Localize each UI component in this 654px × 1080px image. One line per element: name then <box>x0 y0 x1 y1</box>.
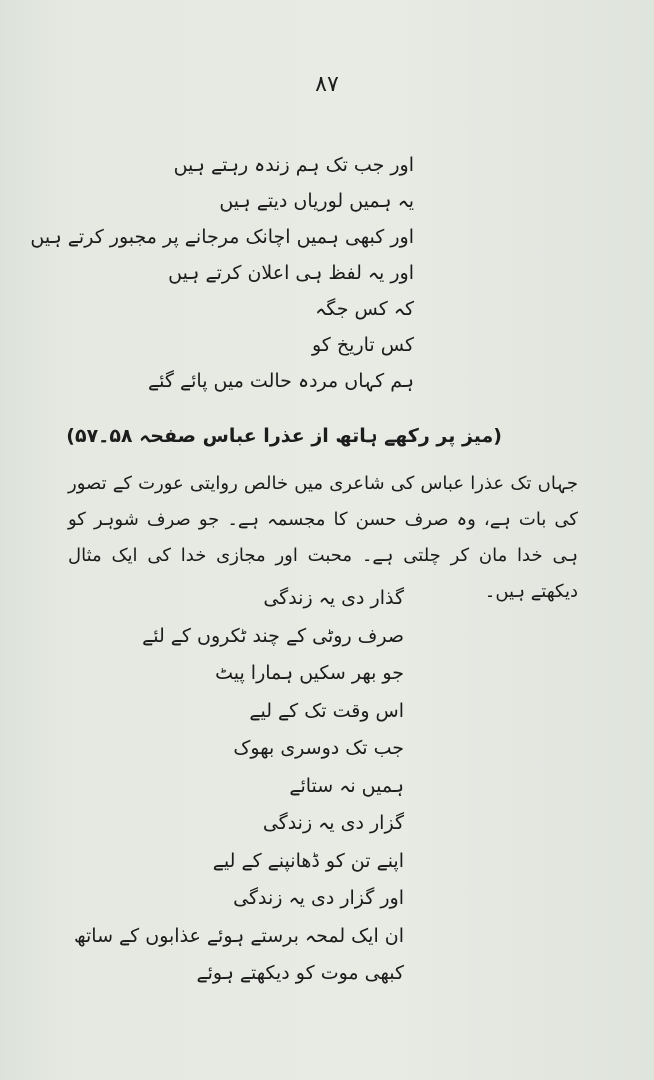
poem-line: صرف روٹی کے چند ٹکروں کے لئے <box>142 624 404 647</box>
poem-line: گذار دی یہ زندگی <box>263 587 404 609</box>
poem-line: ہمیں نہ ستائے <box>289 774 404 797</box>
poem-line: اس وقت تک کے لیے <box>249 699 404 722</box>
poem-line: اپنے تن کو ڈھانپنے کے لیے <box>212 849 404 872</box>
poem-line: اور جب تک ہم زندہ رہتے ہیں <box>173 154 414 176</box>
poem-line: ان ایک لمحہ برستے ہوئے عذابوں کے ساتھ <box>73 924 404 947</box>
poem-line: جو بھر سکیں ہمارا پیٹ <box>215 662 404 684</box>
poem-line: ہم کہاں مردہ حالت میں پائے گئے <box>148 370 414 392</box>
poem-line: کہ کس جگہ <box>315 298 414 320</box>
page-number: ۸۷ <box>315 72 339 97</box>
poem-stanza-2 <box>74 580 404 993</box>
poem-line: اور کبھی ہمیں اچانک مرجانے پر مجبور کرتے ہیں <box>30 226 414 248</box>
poem-line: اور گزار دی یہ زندگی <box>233 887 404 909</box>
poem-line: یہ ہمیں لوریاں دیتے ہیں <box>219 190 414 212</box>
poem-line: جب تک دوسری بھوک <box>233 737 404 759</box>
poem-stanza-1 <box>30 147 414 399</box>
poem-citation: (میز پر رکھے ہاتھ از عذرا عباس صفحہ ۵۸۔۵۷) <box>66 425 502 447</box>
poem-line: کس تاریخ کو <box>311 334 414 356</box>
poem-line: اور یہ لفظ ہی اعلان کرتے ہیں <box>168 262 414 284</box>
prose-paragraph: جہاں تک عذرا عباس کی شاعری میں خالص روایتی عورت کے تصور کی بات ہے، وہ صرف حسن کا مجسمہ ہے۔ جو صرف شوہر کو ہی خدا مان کر چلتی ہے۔ محبت اور مجازی خدا کی ایک مثال دیکھتے ہیں۔ <box>68 473 578 602</box>
poem-line: گزار دی یہ زندگی <box>262 812 404 834</box>
poem-line: کبھی موت کو دیکھتے ہوئے <box>196 962 404 984</box>
